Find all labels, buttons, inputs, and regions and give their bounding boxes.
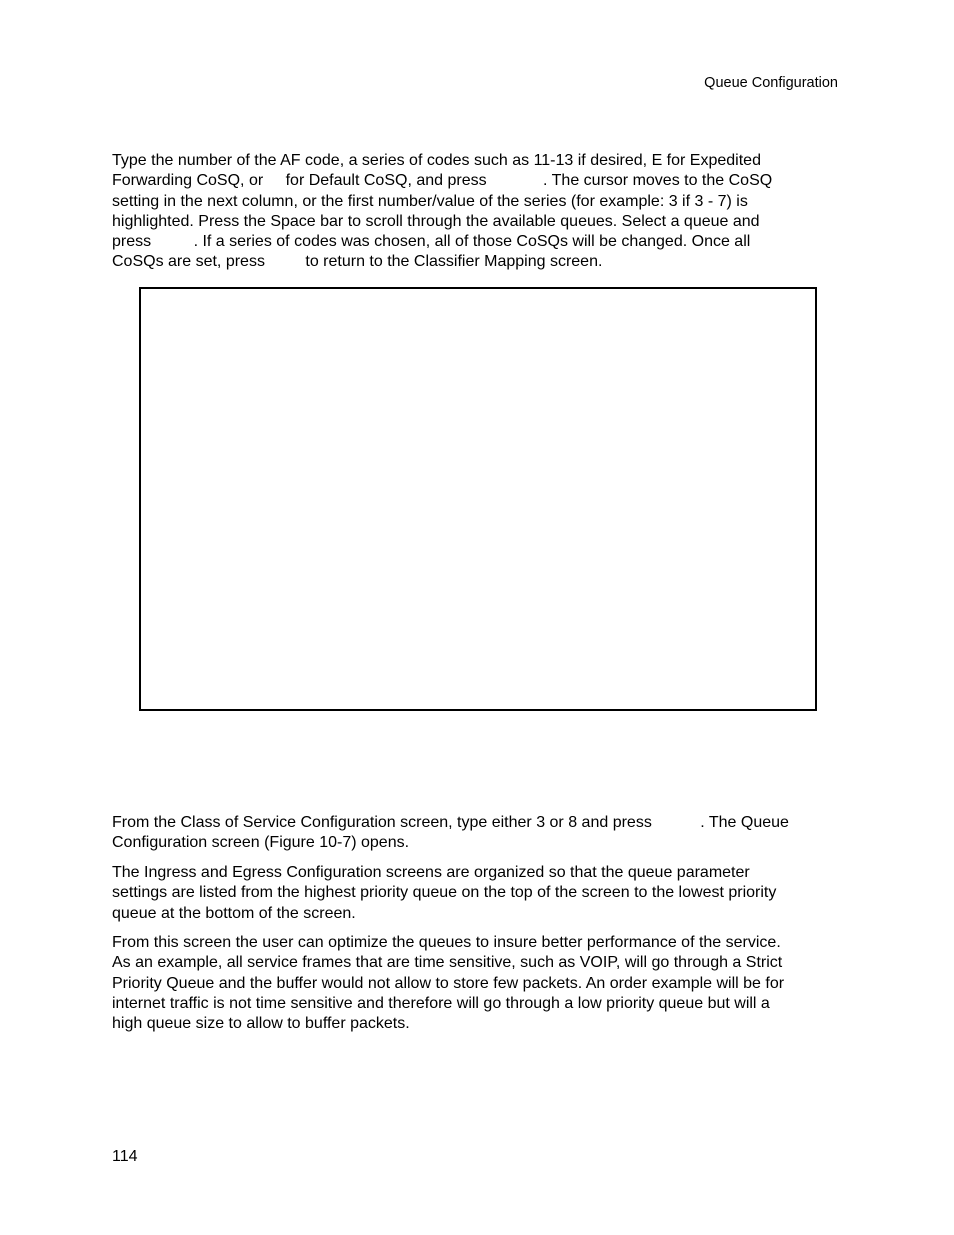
text-line: As an example, all service frames that are time sensitive, such as VOIP, will go through a Strict <box>112 954 783 972</box>
text-line: From this screen the user can optimize the queues to insure better performance of the service. <box>112 934 781 951</box>
page-number: 114 <box>112 1148 138 1165</box>
text-line: setting in the next column, or the first number/value of the series (for example: 3 if 3 - 7) is <box>112 192 748 210</box>
text-line: Priority Queue and the buffer would not allow to store few packets. An order example will be for <box>112 974 785 992</box>
text-line: high queue size to allow to buffer packets. <box>112 1015 410 1033</box>
text-line: Configuration screen (Figure 10-7) opens. <box>112 834 410 852</box>
text-line: internet traffic is not time sensitive and therefore will go through a low priority queue but will a <box>112 994 770 1012</box>
figure-placeholder-frame <box>139 287 817 711</box>
text-line: From the Class of Service Configuration screen, type either 3 or 8 and press . The Queue <box>112 814 789 831</box>
section-paragraph-1 <box>112 813 837 854</box>
text-line: Type the number of the AF code, a series of codes such as 11-13 if desired, E for Expedited <box>112 152 761 169</box>
intro-paragraph <box>112 151 837 273</box>
running-header-title: Queue Configuration <box>704 75 838 91</box>
text-line: settings are listed from the highest priority queue on the top of the screen to the lowest priority <box>112 884 777 902</box>
text-line: Forwarding CoSQ, or for Default CoSQ, and press . The cursor moves to the CoSQ <box>112 172 773 190</box>
text-line: The Ingress and Egress Configuration screens are organized so that the queue parameter <box>112 864 750 881</box>
text-line: queue at the bottom of the screen. <box>112 904 356 922</box>
text-line: press . If a series of codes was chosen, all of those CoSQs will be changed. Once all <box>112 233 751 251</box>
section-paragraph-2 <box>112 863 837 924</box>
text-line: highlighted. Press the Space bar to scroll through the available queues. Select a queue and <box>112 212 760 230</box>
section-paragraph-3 <box>112 933 837 1034</box>
text-line: CoSQs are set, press to return to the Classifier Mapping screen. <box>112 253 603 271</box>
